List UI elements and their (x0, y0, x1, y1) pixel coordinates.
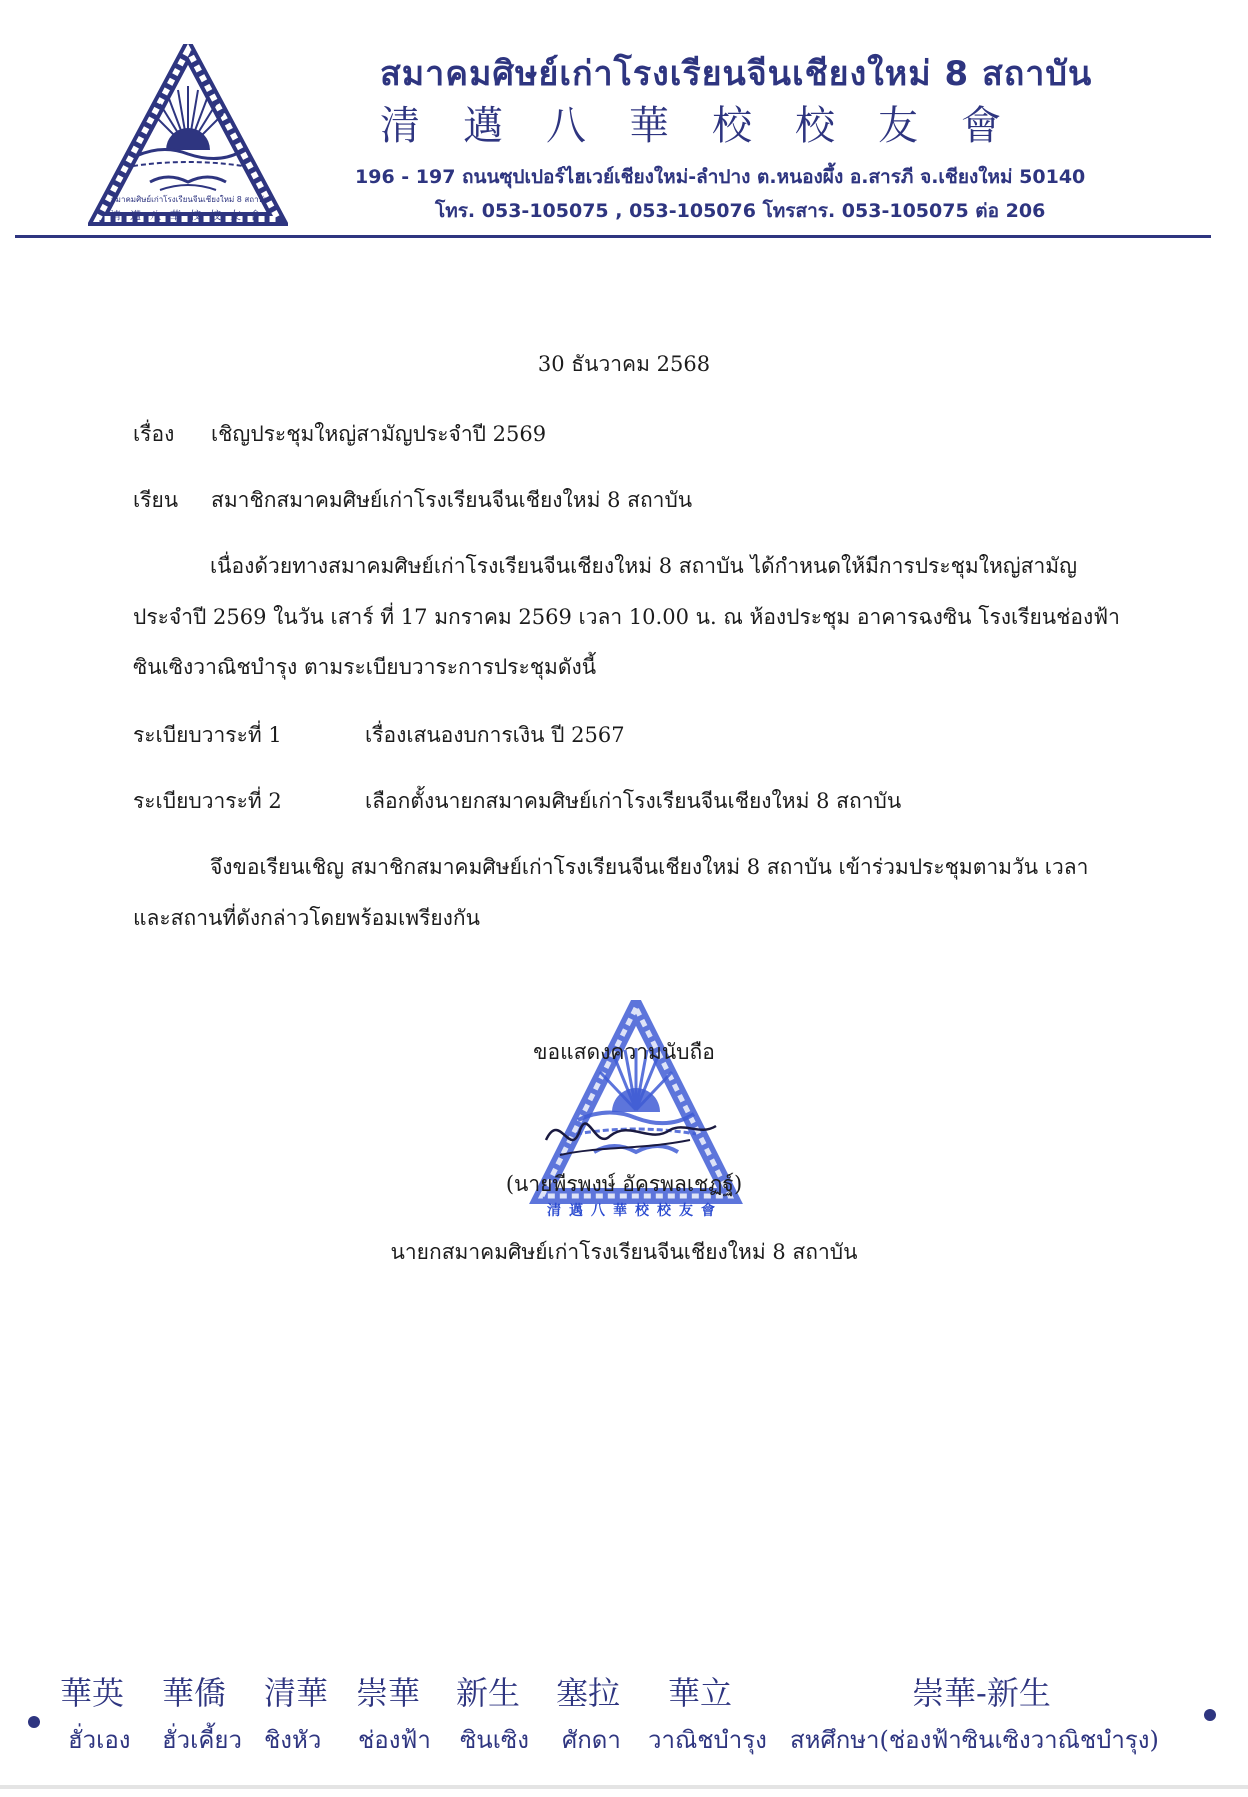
footer-school-1-chinese: 華英 (60, 1674, 125, 1712)
paragraph-2-line-2: และสถานที่ดังกล่าวโดยพร้อมเพรียงกัน (133, 906, 480, 930)
closing-phrase: ขอแสดงความนับถือ (533, 1040, 715, 1064)
footer-school-4-thai: ช่องฟ้า (358, 1726, 431, 1754)
footer-school-1-thai: ฮั่วเอง (68, 1726, 131, 1754)
agenda-2-text: เลือกตั้งนายกสมาคมศิษย์เก่าโรงเรียนจีนเชียงใหม่ 8 สถาบัน (365, 789, 902, 813)
paragraph-1-line-1: เนื่องด้วยทางสมาคมศิษย์เก่าโรงเรียนจีนเชียงใหม่ 8 สถาบัน ได้กำหนดให้มีการประชุมใหญ่สามัญ (210, 554, 1078, 578)
paragraph-1-line-3: ซินเซิงวาณิชบำรุง ตามระเบียบวาระการประชุมดังนี้ (133, 655, 597, 679)
footer-school-8-thai: สหศึกษา(ช่องฟ้าซินเซิงวาณิชบำรุง) (790, 1726, 1159, 1754)
header-divider (15, 235, 1211, 238)
footer-school-3-thai: ชิงหัว (264, 1726, 322, 1754)
handwritten-signature (540, 1100, 720, 1170)
footer-school-5-chinese: 新生 (456, 1674, 521, 1712)
logo-caption-chinese: 清邁八華校校友會 (110, 209, 270, 222)
footer-school-7-thai: วาณิชบำรุง (648, 1726, 767, 1754)
footer-school-5-thai: ซินเซิง (460, 1726, 529, 1754)
organization-name-chinese: 清邁八華校校友會 (380, 103, 1044, 149)
phone-fax: โทร. 053-105075 , 053-105076 โทรสาร. 053-105075 ต่อ 206 (435, 200, 1046, 222)
page-bottom-edge (0, 1785, 1248, 1789)
address: 196 - 197 ถนนซุปเปอร์ไฮเวย์เชียงใหม่-ลำปาง ต.หนองผึ้ง อ.สารภี จ.เชียงใหม่ 50140 (355, 166, 1086, 188)
logo-caption-thai: สมาคมศิษย์เก่าโรงเรียนจีนเชียงใหม่ 8 สถาบัน (110, 195, 270, 204)
subject-label: เรื่อง (133, 422, 175, 446)
footer-school-6-thai: ศักดา (562, 1726, 621, 1754)
organization-name-thai: สมาคมศิษย์เก่าโรงเรียนจีนเชียงใหม่ 8 สถาบัน (380, 54, 1093, 94)
footer-school-3-chinese: 清華 (264, 1674, 329, 1712)
footer-school-2-chinese: 華僑 (162, 1674, 227, 1712)
stamp-chinese-text: 清邁八華校校友會 (547, 1203, 723, 1219)
paragraph-2-line-1: จึงขอเรียนเชิญ สมาชิกสมาคมศิษย์เก่าโรงเรียนจีนเชียงใหม่ 8 สถาบัน เข้าร่วมประชุมตามวัน เวลา (210, 855, 1089, 879)
signer-title: นายกสมาคมศิษย์เก่าโรงเรียนจีนเชียงใหม่ 8 สถาบัน (390, 1240, 858, 1264)
footer-left-bullet (28, 1716, 40, 1728)
subject-text: เชิญประชุมใหญ่สามัญประจำปี 2569 (211, 422, 547, 446)
footer-school-2-thai: ฮั่วเคี้ยว (162, 1726, 242, 1754)
agenda-1-text: เรื่องเสนองบการเงิน ปี 2567 (365, 723, 625, 747)
footer-right-bullet (1204, 1709, 1216, 1721)
signer-name: (นายพีรพงษ์ อัครพลเชฏฐ์) (505, 1172, 743, 1196)
footer-school-8-chinese: 崇華-新生 (912, 1674, 1051, 1712)
recipient-label: เรียน (133, 488, 179, 512)
footer-school-4-chinese: 崇華 (356, 1674, 421, 1712)
agenda-2-label: ระเบียบวาระที่ 2 (133, 789, 282, 813)
paragraph-1-line-2: ประจำปี 2569 ในวัน เสาร์ ที่ 17 มกราคม 2569 เวลา 10.00 น. ณ ห้องประชุม อาคารฉงซิน โรงเรียนช่องฟ้า (133, 605, 1120, 629)
letter-date: 30 ธันวาคม 2568 (537, 352, 711, 376)
footer-school-7-chinese: 華立 (668, 1674, 733, 1712)
agenda-1-label: ระเบียบวาระที่ 1 (133, 723, 282, 747)
footer-school-6-chinese: 塞拉 (556, 1674, 621, 1712)
recipient-text: สมาชิกสมาคมศิษย์เก่าโรงเรียนจีนเชียงใหม่ 8 สถาบัน (211, 488, 693, 512)
